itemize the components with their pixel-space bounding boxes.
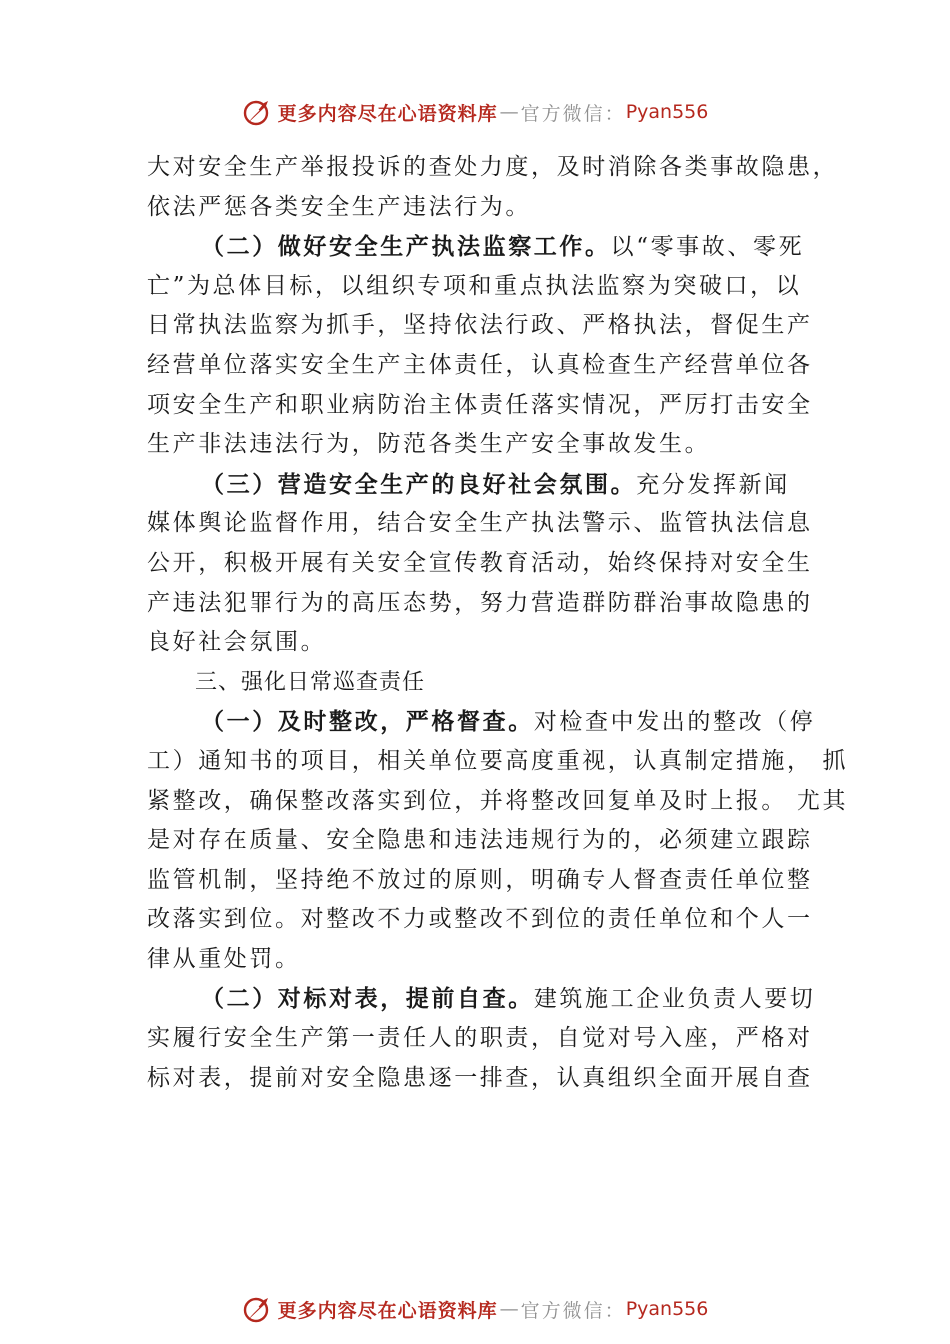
p2-line-1-rest: 以“零事故、零死 xyxy=(610,234,805,261)
p3-line-3: 公开，积极开展有关安全宣传教育活动，始终保持对安全生 xyxy=(147,549,813,576)
p4-title: （一）及时整改，严格督查。 xyxy=(201,708,534,736)
p3-line-1-rest: 充分发挥新闻 xyxy=(636,471,790,498)
p1-line-2: 依法严惩各类安全生产违法行为。 xyxy=(147,193,531,220)
footer-separator: — xyxy=(499,1298,519,1320)
p4-line-7: 律从重处罚。 xyxy=(147,945,301,972)
p2-line-2: 亡”为总体目标，以组织专项和重点执法监察为突破口，以 xyxy=(147,272,802,299)
p5-line-1 xyxy=(147,979,816,1019)
p2-title: （二）做好安全生产执法监察工作。 xyxy=(201,233,611,261)
p3-line-4: 产违法犯罪行为的高压态势，努力营造群防群治事故隐患的 xyxy=(147,589,813,616)
p5-title: （二）对标对表，提前自查。 xyxy=(201,985,534,1013)
p4-line-1 xyxy=(147,702,816,742)
p2-line-4: 经营单位落实安全生产主体责任，认真检查生产经营单位各 xyxy=(147,351,813,378)
p1-line-1: 大对安全生产举报投诉的查处力度，及时消除各类事故隐患， xyxy=(147,154,839,180)
p2-line-6: 生产非法违法行为，防范各类生产安全事故发生。 xyxy=(147,431,711,458)
p3-title: （三）营造安全生产的良好社会氛围。 xyxy=(201,470,637,498)
p2-line-5: 项安全生产和职业病防治主体责任落实情况，严厉打击安全 xyxy=(147,391,813,418)
header-contact-label: 官方微信： xyxy=(520,102,626,125)
p5-line-3: 标对表，提前对安全隐患逐一排查，认真组织全面开展自查 xyxy=(147,1064,813,1091)
p4-line-4: 是对存在质量、安全隐患和违法违规行为的，必须建立跟踪 xyxy=(147,827,813,854)
header-separator: — xyxy=(499,101,519,123)
document-body xyxy=(147,148,849,1098)
header-brand: 更多内容尽在心语资料库 xyxy=(277,102,498,125)
p2-line-3: 日常执法监察为抓手，坚持依法行政、严格执法，督促生产 xyxy=(147,312,813,339)
p3-line-5: 良好社会氛围。 xyxy=(147,629,327,656)
quill-logo-icon xyxy=(242,1294,272,1324)
header-contact-id: Pyan556 xyxy=(625,101,709,123)
p3-line-2: 媒体舆论监督作用，结合安全生产执法警示、监管执法信息 xyxy=(147,510,813,537)
p4-line-1-rest: 对检查中发出的整改（停 xyxy=(533,709,816,736)
p3-line-1 xyxy=(147,465,807,505)
p2-line-1 xyxy=(147,227,807,267)
footer-contact-label: 官方微信： xyxy=(520,1299,626,1322)
footer-brand: 更多内容尽在心语资料库 xyxy=(277,1299,498,1322)
p4-line-2: 工）通知书的项目，相关单位要高度重视，认真制定措施， 抓 xyxy=(147,747,849,774)
p4-line-3: 紧整改，确保整改落实到位，并将整改回复单及时上报。 尤其 xyxy=(147,787,849,814)
p4-line-5: 监管机制，坚持绝不放过的原则，明确专人督查责任单位整 xyxy=(147,866,813,893)
p4-line-6: 改落实到位。对整改不力或整改不到位的责任单位和个人一 xyxy=(147,906,813,933)
header-banner xyxy=(0,92,950,132)
footer-banner xyxy=(0,1289,950,1329)
section-heading-3: 三、强化日常巡查责任 xyxy=(195,669,426,695)
p5-line-2: 实履行安全生产第一责任人的职责，自觉对号入座，严格对 xyxy=(147,1025,813,1052)
quill-logo-icon xyxy=(242,97,272,127)
p5-line-1-rest: 建筑施工企业负责人要切 xyxy=(533,986,816,1013)
footer-contact-id: Pyan556 xyxy=(625,1298,709,1320)
